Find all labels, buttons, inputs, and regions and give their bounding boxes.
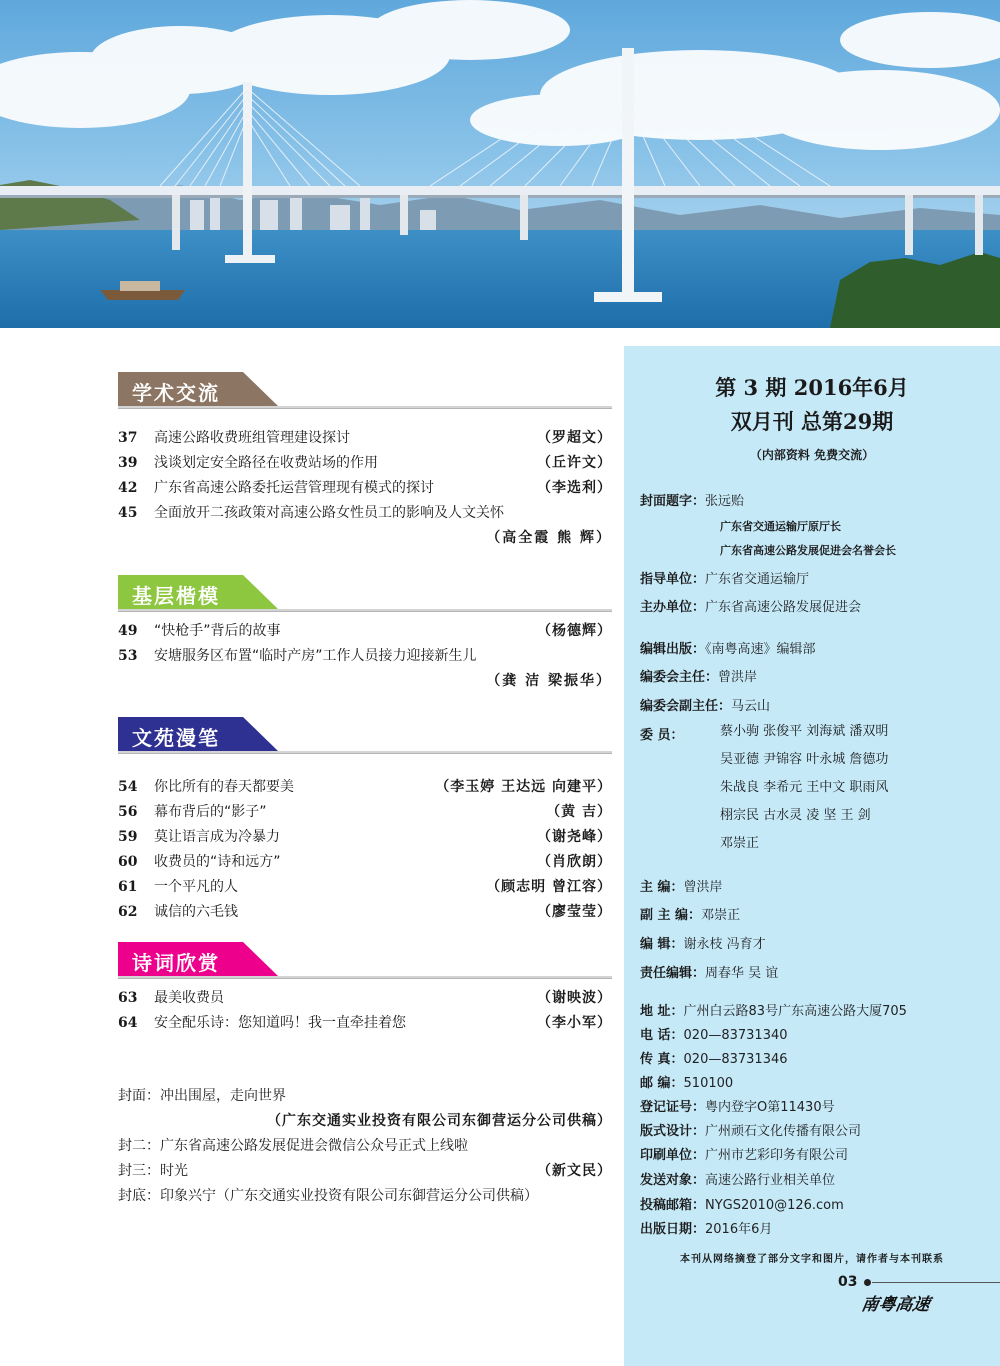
- info-host-unit: [640, 596, 990, 615]
- info-value: 马云山: [731, 699, 771, 714]
- credit-cover-source-line: [118, 1109, 612, 1134]
- info-value: 谢永枝 冯育才: [683, 937, 766, 952]
- article-title: 安塘服务区布置“临时产房”工作人员接力迎接新生儿: [154, 648, 477, 664]
- article-author: （罗超文）: [537, 430, 612, 446]
- members-row: 邓崇正: [720, 836, 760, 851]
- toc-entry[interactable]: [118, 426, 612, 451]
- page-number: 53: [118, 648, 138, 664]
- toc-entry[interactable]: [118, 619, 612, 644]
- info-key: 主办单位：: [640, 600, 706, 615]
- info-editor-publisher: [640, 638, 990, 657]
- credit-cover3-source: （新文民）: [537, 1163, 612, 1179]
- info-key: 传 真：: [640, 1052, 684, 1067]
- issue-line-1: 第 3 期 2016年6月: [715, 375, 909, 400]
- article-title: 最美收费员: [154, 990, 224, 1006]
- article-title: 广东省高速公路委托运营管理现有模式的探讨: [154, 480, 434, 496]
- info-design: [640, 1120, 990, 1139]
- info-email[interactable]: [640, 1194, 990, 1213]
- info-cover-calligraphy: [640, 490, 990, 509]
- copyright-note: 本刊从网络摘登了部分文字和图片，请作者与本刊联系: [680, 1254, 944, 1265]
- info-address: [640, 1000, 990, 1019]
- section-header: [118, 717, 612, 755]
- info-key: 电 话：: [640, 1028, 684, 1043]
- info-key: 投稿邮箱：: [640, 1198, 706, 1213]
- page-number: 54: [118, 779, 138, 795]
- credit-cover3: 封三：时光: [118, 1163, 188, 1179]
- members-row: 吴亚德 尹锦容 叶永城 詹德功: [720, 752, 889, 767]
- page-number: 63: [118, 990, 138, 1006]
- toc-entry[interactable]: [118, 850, 612, 875]
- article-title: 一个平凡的人: [154, 879, 238, 895]
- page-number: 37: [118, 430, 138, 446]
- page-number: 49: [118, 623, 138, 639]
- page-number: 59: [118, 829, 138, 845]
- article-author: （李选利）: [537, 480, 612, 496]
- info-value: 张远贻: [705, 494, 745, 509]
- toc-entry[interactable]: [118, 501, 612, 526]
- article-title: 高速公路收费班组管理建设探讨: [154, 430, 350, 446]
- info-key: 邮 编：: [640, 1076, 684, 1091]
- section-academic: [118, 372, 612, 551]
- toc-entry[interactable]: [118, 451, 612, 476]
- info-value: 510100: [683, 1076, 734, 1091]
- info-value: 020—83731340: [683, 1028, 788, 1043]
- info-deputy-editor: [640, 904, 990, 923]
- info-key: 指导单位：: [640, 572, 706, 587]
- page-number: 62: [118, 904, 138, 920]
- info-registration: [640, 1096, 990, 1115]
- section-header: [118, 372, 612, 410]
- section-header: [118, 942, 612, 980]
- cover-banner-bridge-photo: [0, 0, 1000, 328]
- article-author: （黄 吉）: [546, 804, 612, 820]
- info-value: 曾洪岸: [683, 880, 723, 895]
- info-value: 广东省高速公路发展促进会: [705, 600, 862, 615]
- info-value: 曾洪岸: [718, 670, 758, 685]
- info-postcode: [640, 1072, 990, 1091]
- credit-cover: 封面：冲出围屋，走向世界: [118, 1088, 286, 1104]
- page-number: 64: [118, 1015, 138, 1031]
- article-title: 你比所有的春天都要美: [154, 779, 294, 795]
- article-title: 安全配乐诗：您知道吗！我一直牵挂着您: [154, 1015, 406, 1031]
- article-author: （谢尧峰）: [537, 829, 612, 845]
- info-key: 编 辑：: [640, 937, 684, 952]
- page-number: 42: [118, 480, 138, 496]
- article-author: （肖欣朗）: [537, 854, 612, 870]
- article-author: （顾志明 曾江容）: [486, 879, 612, 895]
- page-number-footer: 03: [838, 1274, 858, 1290]
- page-number: 60: [118, 854, 138, 870]
- toc-entry[interactable]: [118, 476, 612, 501]
- section-header: [118, 575, 612, 613]
- info-key: 地 址：: [640, 1004, 684, 1019]
- toc-entry[interactable]: [118, 800, 612, 825]
- calligrapher-title-1: 广东省交通运输厅原厅长: [720, 520, 841, 533]
- masthead-panel: [624, 346, 1000, 1366]
- section-role-models: [118, 575, 612, 694]
- toc-entry[interactable]: [118, 825, 612, 850]
- info-key: 发送对象：: [640, 1173, 706, 1188]
- info-key: 版式设计：: [640, 1124, 706, 1139]
- article-title: 浅谈划定安全路径在收费站场的作用: [154, 455, 378, 471]
- section-poetry: [118, 942, 612, 1036]
- toc-entry[interactable]: [118, 900, 612, 925]
- toc-entry[interactable]: [118, 1011, 612, 1036]
- section-title: 学术交流: [132, 381, 220, 405]
- info-value: 020—83731346: [683, 1052, 788, 1067]
- info-key: 责任编辑：: [640, 966, 706, 981]
- article-author: （廖莹莹）: [537, 904, 612, 920]
- toc-entry[interactable]: [118, 986, 612, 1011]
- info-value: 广州市艺彩印务有限公司: [705, 1148, 849, 1163]
- info-value: 广东省交通运输厅: [705, 572, 810, 587]
- article-title: 诚信的六毛钱: [154, 904, 238, 920]
- article-title: 莫让语言成为冷暴力: [154, 829, 280, 845]
- info-key: 印刷单位：: [640, 1148, 706, 1163]
- article-title: 收费员的“诗和远方”: [154, 854, 281, 870]
- page-dot: [864, 1279, 871, 1286]
- info-key: 副 主 编：: [640, 908, 702, 923]
- toc-entry-author-line: [118, 526, 612, 551]
- info-value: 邓崇正: [701, 908, 741, 923]
- info-value: 高速公路行业相关单位: [705, 1173, 836, 1188]
- cover-credits: [118, 1084, 612, 1209]
- internal-note: （内部资料 免费交流）: [749, 448, 875, 462]
- info-key: 编委会副主任：: [640, 699, 732, 714]
- section-title: 诗词欣赏: [132, 951, 220, 975]
- article-title: “快枪手”背后的故事: [154, 623, 281, 639]
- credit-cover-source: （广东交通实业投资有限公司东御营运分公司供稿）: [267, 1113, 612, 1129]
- info-value: 粤内登字O第11430号: [705, 1100, 835, 1115]
- info-editors: [640, 933, 990, 952]
- info-distribution: [640, 1169, 990, 1188]
- info-committee-chair: [640, 666, 990, 685]
- info-key: 出版日期：: [640, 1222, 706, 1237]
- section-title: 基层楷模: [132, 584, 220, 608]
- info-guide-unit: [640, 568, 990, 587]
- issue-line-2: 双月刊 总第29期: [730, 409, 894, 434]
- credit-cover3-line: [118, 1159, 612, 1184]
- section-divider: [118, 976, 612, 979]
- info-exec-editors: [640, 962, 990, 981]
- toc-entry[interactable]: [118, 875, 612, 900]
- info-committee-vice: [640, 695, 990, 714]
- info-chief-editor: [640, 876, 990, 895]
- calligrapher-title-2: 广东省高速公路发展促进会名誉会长: [720, 544, 896, 557]
- section-divider: [118, 609, 612, 612]
- magazine-logo: 南粤高速: [859, 1295, 932, 1315]
- page-number: 39: [118, 455, 138, 471]
- article-author: （李小军）: [537, 1015, 612, 1031]
- toc-entry[interactable]: [118, 644, 612, 669]
- info-key: 编辑出版：: [640, 642, 706, 657]
- info-date: [640, 1218, 990, 1237]
- email-link[interactable]: NYGS2010@126.com: [705, 1198, 844, 1213]
- article-author: （丘许文）: [537, 455, 612, 471]
- bridge-photo: [0, 0, 1000, 328]
- footer-rule: [872, 1282, 1000, 1283]
- page-number: 45: [118, 505, 138, 521]
- toc-entry[interactable]: [118, 775, 612, 800]
- article-author: （李玉婷 王达远 向建平）: [435, 779, 612, 795]
- members-row: 栩宗民 古水灵 凌 坚 王 剑: [720, 808, 871, 823]
- info-value: 周春华 吴 谊: [705, 966, 779, 981]
- article-author: （龚 洁 梁振华）: [486, 673, 612, 689]
- credit-back: 封底：印象兴宁（广东交通实业投资有限公司东御营运分公司供稿）: [118, 1188, 538, 1204]
- info-value: 广州顽石文化传播有限公司: [705, 1124, 862, 1139]
- article-author: （杨德辉）: [537, 623, 612, 639]
- info-fax: [640, 1048, 990, 1067]
- info-printer: [640, 1144, 990, 1163]
- article-title: 幕布背后的“影子”: [154, 804, 267, 820]
- info-key: 封面题字：: [640, 494, 706, 509]
- info-key: 登记证号：: [640, 1100, 706, 1115]
- section-divider: [118, 751, 612, 754]
- toc-entry-author-line: [118, 669, 612, 694]
- info-value: 2016年6月: [705, 1222, 773, 1237]
- article-author: （谢映波）: [537, 990, 612, 1006]
- section-divider: [118, 406, 612, 409]
- info-key: 委 员：: [640, 728, 684, 743]
- info-phone: [640, 1024, 990, 1043]
- info-value: 广州白云路83号广东高速公路大厦705: [683, 1004, 907, 1019]
- info-key: 编委会主任：: [640, 670, 719, 685]
- article-author: （高全霞 熊 辉）: [486, 530, 612, 546]
- section-essays: [118, 717, 612, 925]
- committee-members: [720, 718, 888, 858]
- info-value: 《南粤高速》编辑部: [705, 642, 816, 657]
- info-key: 主 编：: [640, 880, 684, 895]
- members-row: 蔡小驹 张俊平 刘海斌 潘双明: [720, 724, 889, 739]
- section-title: 文苑漫笔: [132, 726, 220, 750]
- page-number: 61: [118, 879, 138, 895]
- page-number: 56: [118, 804, 138, 820]
- credit-cover2: 封二：广东省高速公路发展促进会微信公众号正式上线啦: [118, 1138, 468, 1154]
- members-row: 朱战良 李希元 王中文 职雨风: [720, 780, 889, 795]
- article-title: 全面放开二孩政策对高速公路女性员工的影响及人文关怀: [154, 505, 504, 521]
